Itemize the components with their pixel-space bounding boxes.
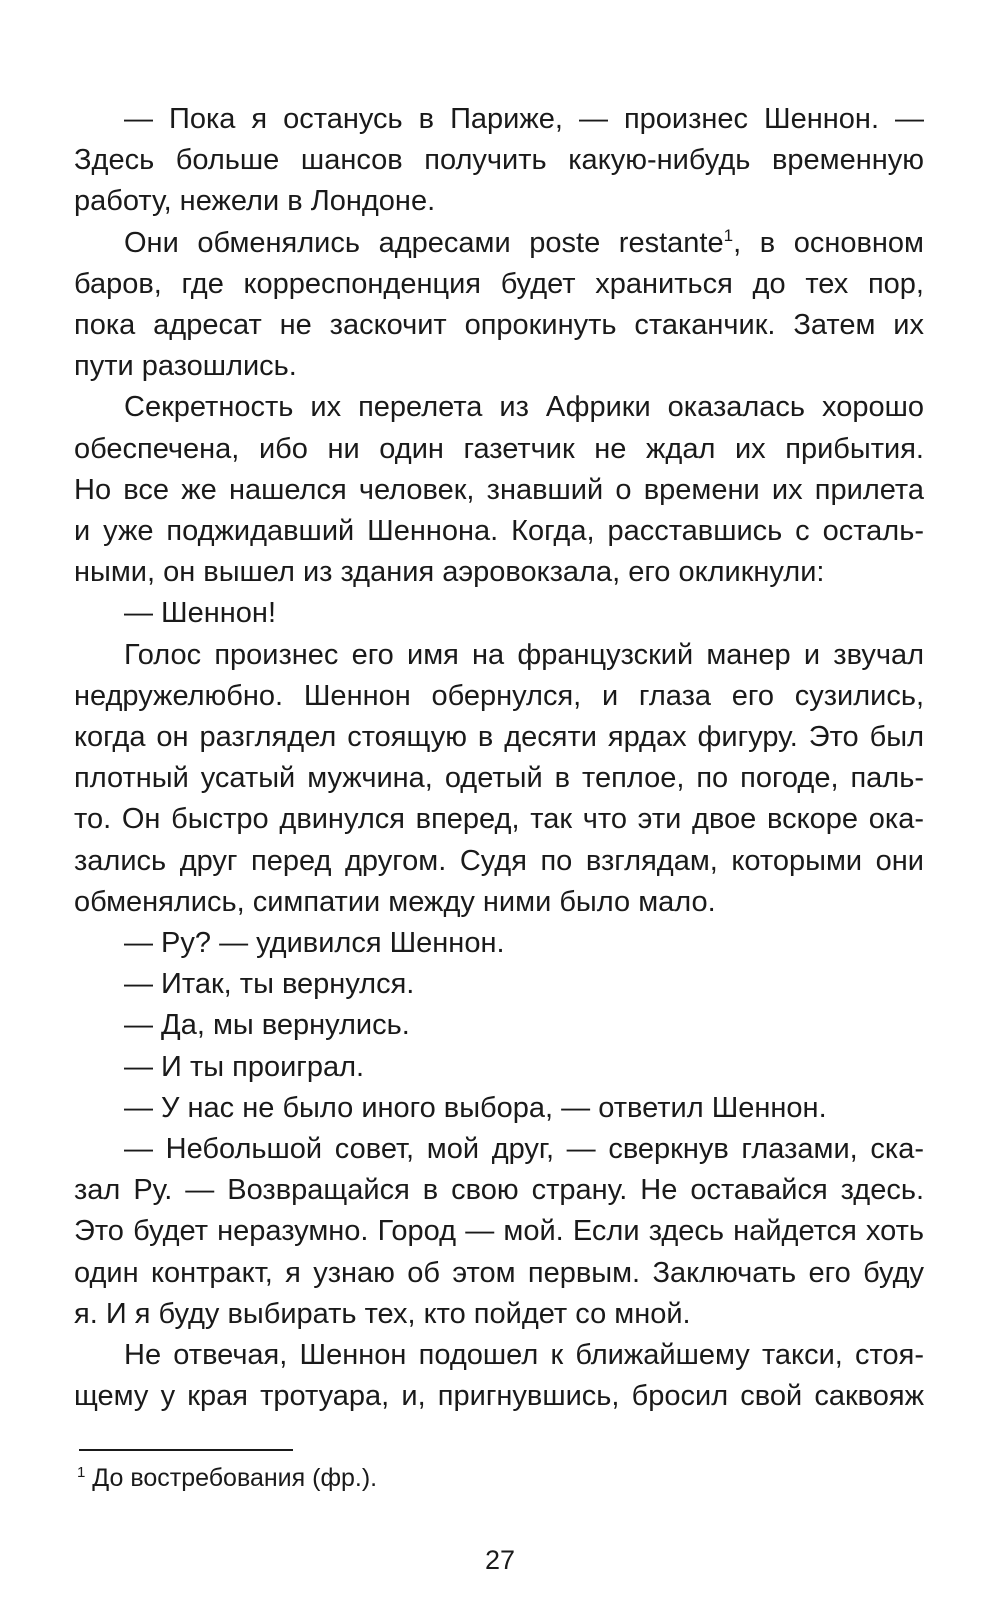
page-number: 27 <box>484 1545 516 1575</box>
text-line: Здесь больше шансов получить какую-нибудь временную <box>74 144 924 177</box>
body-text <box>74 99 924 1418</box>
text-fragment: Они обменялись адресами poste restante <box>124 226 724 259</box>
text-line: зались друг перед другом. Судя по взглядам, которыми они <box>74 844 924 877</box>
text-line: баров, где корреспонденция будет храниться до тех пор, <box>74 267 924 300</box>
text-line: — Шеннон! <box>124 597 276 630</box>
text-line: работу, нежели в Лондоне. <box>74 185 436 218</box>
text-line: зал Ру. — Возвращайся в свою страну. Не оставайся здесь. <box>74 1174 924 1207</box>
text-line: то. Он быстро двинулся вперед, так что эти двое вскоре ока- <box>74 803 924 836</box>
text-line: — Ру? — удивился Шеннон. <box>124 927 505 960</box>
footnote-reference: 1 <box>723 225 734 245</box>
text-line: плотный усатый мужчина, одетый в теплое, по погоде, паль- <box>74 762 924 795</box>
text-line: я. И я буду выбирать тех, кто пойдет со мной. <box>74 1297 691 1330</box>
footnote <box>77 1461 377 1495</box>
text-line: обеспечена, ибо ни один газетчик не ждал их прибытия. <box>74 432 924 465</box>
text-line: и уже поджидавший Шеннона. Когда, расставшись с осталь- <box>74 515 924 548</box>
footnote-marker: 1 <box>77 1464 86 1481</box>
footnote-text: До востребования (фр.). <box>85 1464 378 1492</box>
text-line: один контракт, я узнаю об этом первым. Заключать его буду <box>74 1256 924 1289</box>
text-line: — Пока я останусь в Париже, — произнес Шеннон. — <box>124 103 924 135</box>
text-fragment: , в основном <box>733 226 924 259</box>
text-line: Голос произнес его имя на французский манер и звучал <box>124 638 924 671</box>
text-line: — Итак, ты вернулся. <box>124 968 415 1001</box>
text-line: пока адресат не заскочит опрокинуть стаканчик. Затем их <box>74 309 924 342</box>
text-line: пути разошлись. <box>74 350 297 383</box>
text-line: Это будет неразумно. Город — мой. Если здесь найдется хоть <box>74 1215 924 1248</box>
text-line: — У нас не было иного выбора, — ответил Шеннон. <box>124 1091 827 1124</box>
text-line: Секретность их перелета из Африки оказалась хорошо <box>124 391 924 424</box>
text-line: ными, он вышел из здания аэровокзала, его окликнули: <box>74 556 825 589</box>
text-line: обменялись, симпатии между ними было мало. <box>74 885 716 918</box>
text-line: когда он разглядел стоящую в десяти ярдах фигуру. Это был <box>74 721 924 754</box>
text-line: недружелюбно. Шеннон обернулся, и глаза его сузились, <box>74 679 924 712</box>
text-line: — Да, мы вернулись. <box>124 1009 410 1042</box>
text-line: Не отвечая, Шеннон подошел к ближайшему такси, стоя- <box>124 1339 924 1372</box>
text-line: щему у края тротуара, и, пригнувшись, бросил свой саквояж <box>74 1380 924 1413</box>
text-line: Но все же нашелся человек, знавший о времени их прилета <box>74 473 924 506</box>
text-line-with-footnote-ref <box>74 223 924 264</box>
text-line: — И ты проиграл. <box>124 1050 365 1083</box>
footnote-divider <box>79 1449 293 1451</box>
text-line: — Небольшой совет, мой друг, — сверкнув глазами, ска- <box>124 1133 924 1166</box>
